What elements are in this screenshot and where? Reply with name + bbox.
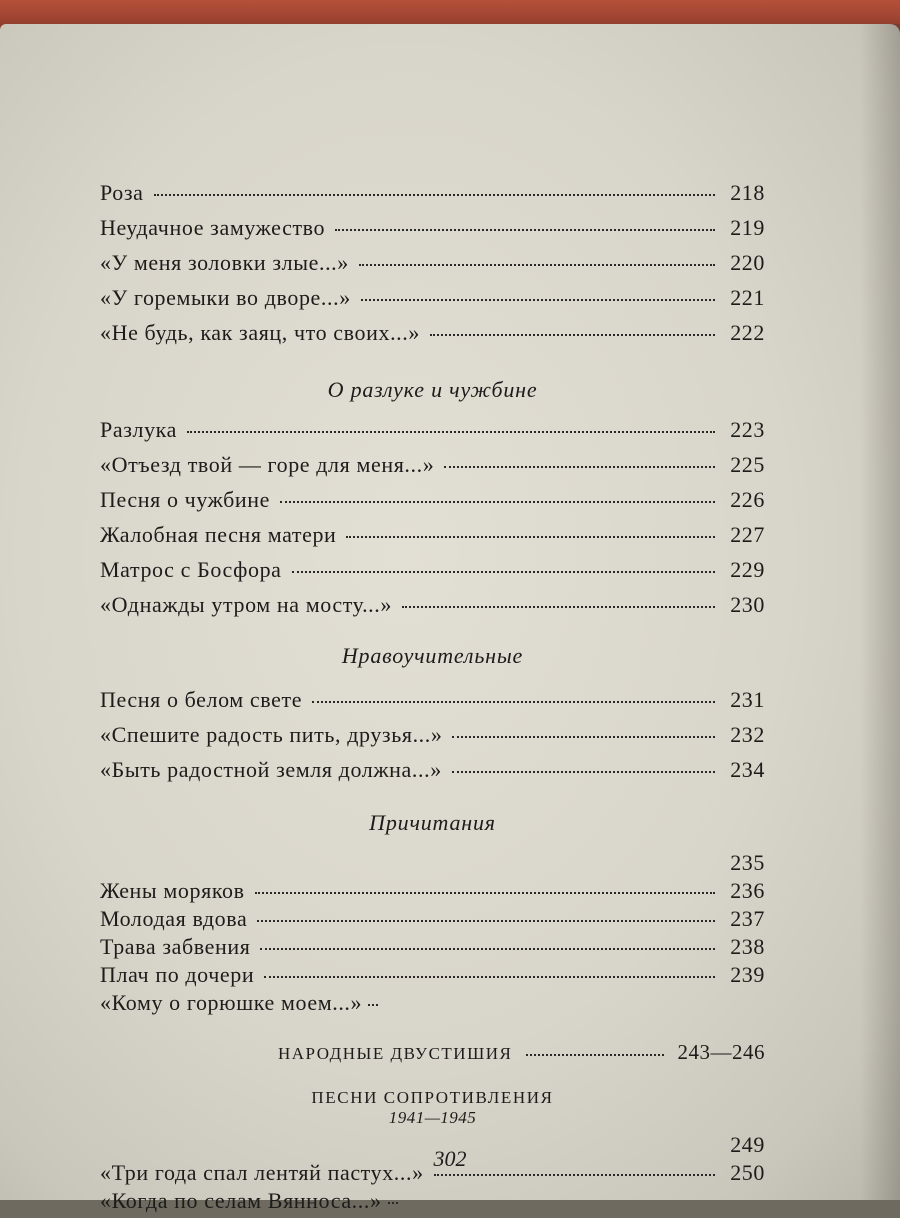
toc-entry-page: 231 (730, 687, 765, 712)
toc-entry-title: Неудачное замужество (100, 215, 326, 240)
leader-dots (452, 724, 715, 738)
toc-entry (100, 906, 765, 934)
toc-entry-page: 230 (730, 592, 765, 617)
toc-entry-page: 221 (730, 285, 765, 310)
section-heading-resistance: ПЕСНИ СОПРОТИВЛЕНИЯ (311, 1088, 554, 1107)
leader-dots (361, 287, 715, 301)
toc-entry-title: Молодая вдова (100, 906, 248, 931)
toc-entry-page: 219 (730, 215, 765, 240)
leader-dots (257, 908, 715, 922)
toc-entry-title: «Отъезд твой — горе для меня...» (100, 452, 435, 477)
toc-entry-title: НАРОДНЫЕ ДВУСТИШИЯ (278, 1044, 513, 1063)
toc-entry-page: 239 (730, 962, 765, 987)
toc-entry-page: 222 (730, 320, 765, 345)
page-number: 302 (433, 1146, 467, 1171)
toc-entry-page: 237 (730, 906, 765, 931)
toc-entry-title: Песня о чужбине (100, 487, 271, 512)
leader-dots (444, 454, 715, 468)
toc-entry (100, 990, 765, 1020)
leader-dots (452, 759, 715, 773)
toc-entry-title: Трава забвения (100, 934, 251, 959)
section-heading-moral: Нравоучительные (341, 643, 524, 668)
toc-entry (100, 592, 765, 627)
toc-entry-page: 249 (730, 1132, 765, 1157)
toc-entry (100, 962, 765, 990)
toc-entry (100, 557, 765, 592)
toc-entry-page: 238 (730, 934, 765, 959)
leader-dots (260, 936, 715, 950)
toc-entry-page: 223 (730, 417, 765, 442)
toc-entry-distichs (100, 1040, 765, 1070)
toc-entry-page: 227 (730, 522, 765, 547)
leader-dots (402, 594, 715, 608)
toc-entry (100, 487, 765, 522)
toc-entry-page: 235 (730, 850, 765, 875)
leader-dots (312, 689, 715, 703)
toc-entry-page: 220 (730, 250, 765, 275)
toc-entry-page: 243—246 (677, 1040, 765, 1064)
toc-entry-title: Песня о белом свете (100, 687, 303, 712)
toc-entry (100, 320, 765, 355)
toc-entry (100, 687, 765, 722)
toc-entry-title: «Не будь, как заяц, что своих...» (100, 320, 420, 345)
toc-entry-title: «Кому о горюшке моем...» (100, 990, 363, 1015)
toc-entry-title: Жены моряков (100, 878, 245, 903)
toc-entry-page: 250 (730, 1160, 765, 1185)
toc-entry-title: «У горемыки во дворе...» (100, 285, 351, 310)
leader-dots (292, 559, 715, 573)
toc-entry-title: «Когда по селам Вянноса...» (100, 1188, 382, 1213)
toc-entry-page: 226 (730, 487, 765, 512)
toc-entry (100, 250, 765, 285)
toc-entry (100, 285, 765, 320)
page-shadow (860, 24, 900, 1200)
toc-entry-title: «У меня золовки злые...» (100, 250, 349, 275)
toc-entry (100, 452, 765, 487)
toc-entry (100, 522, 765, 557)
section-years: 1941—1945 (388, 1108, 477, 1127)
toc-entry-title: «Быть радостной земля должна...» (100, 757, 442, 782)
toc-entry (100, 850, 765, 878)
leader-dots (430, 322, 715, 336)
toc-entry-page: 236 (730, 878, 765, 903)
leader-dots (368, 992, 378, 1006)
toc-entry-page: 229 (730, 557, 765, 582)
leader-dots (255, 880, 715, 894)
toc-entry (100, 722, 765, 757)
toc-entry-title: Роза (100, 180, 144, 205)
toc-entry-page: 218 (730, 180, 765, 205)
section-heading-separation: О разлуке и чужбине (327, 377, 538, 402)
toc-entry-page: 234 (730, 757, 765, 782)
leader-dots (187, 419, 715, 433)
section-heading-laments: Причитания (369, 810, 496, 835)
toc-entry-title: «Спешите радость пить, друзья...» (100, 722, 443, 747)
toc-entry (100, 934, 765, 962)
toc-entry-title: Плач по дочери (100, 962, 255, 987)
toc-entry (100, 757, 765, 792)
leader-dots (526, 1046, 663, 1057)
toc-entry-title: Разлука (100, 417, 177, 442)
leader-dots (359, 252, 715, 266)
leader-dots (154, 182, 715, 196)
toc-entry-title: Жалобная песня матери (100, 522, 337, 547)
toc-entry-page: 225 (730, 452, 765, 477)
leader-dots (280, 489, 715, 503)
leader-dots (388, 1190, 398, 1204)
toc-entry (100, 180, 765, 215)
leader-dots (264, 964, 715, 978)
toc-entry-title: Матрос с Босфора (100, 557, 282, 582)
leader-dots (346, 524, 715, 538)
toc-entry (100, 215, 765, 250)
toc-entry (100, 1188, 765, 1218)
toc-entry-title: «Три года спал лентяй пастух...» (100, 1160, 424, 1185)
toc-entry-page: 232 (730, 722, 765, 747)
leader-dots (335, 217, 715, 231)
toc-entry-title: «Однажды утром на мосту...» (100, 592, 392, 617)
toc-entry (100, 417, 765, 452)
table-of-contents (100, 180, 765, 1218)
toc-entry (100, 878, 765, 906)
